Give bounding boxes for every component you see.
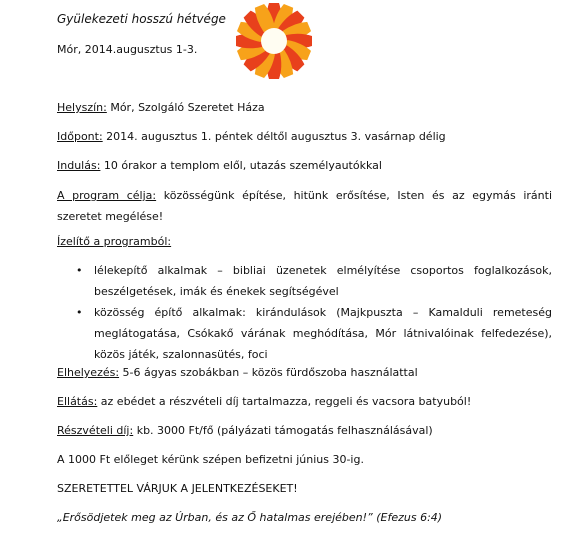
sun-hands-logo bbox=[233, 0, 315, 82]
time-line bbox=[57, 130, 446, 143]
meals-label: Ellátás: bbox=[57, 395, 98, 408]
location-label: Helyszín: bbox=[57, 101, 107, 114]
location-line bbox=[57, 101, 265, 114]
program-heading bbox=[57, 235, 171, 248]
fee-label: Részvételi díj: bbox=[57, 424, 134, 437]
meals-line bbox=[57, 395, 471, 408]
fee-value: kb. 3000 Ft/fő (pályázati támogatás felhasználásával) bbox=[133, 424, 433, 437]
program-list bbox=[57, 260, 552, 365]
closing-line: SZERETETTEL VÁRJUK A JELENTKEZÉSEKET! bbox=[57, 482, 298, 495]
list-item-text: közösség építő alkalmak: kirándulások (Majkpuszta – Kamalduli remeteség meglátogatása, Csókakő várának meghódítása, Mór látnivalóinak felfedezése), közös játék, szalonnasütés, foci bbox=[94, 306, 552, 361]
departure-label: Indulás: bbox=[57, 159, 101, 172]
time-value: 2014. augusztus 1. péntek déltől augusztus 3. vasárnap délig bbox=[102, 130, 446, 143]
departure-value: 10 órakor a templom elől, utazás személyautókkal bbox=[100, 159, 382, 172]
bullet-icon: • bbox=[76, 306, 83, 319]
list-item bbox=[57, 302, 552, 365]
goal-label: A program célja: bbox=[57, 189, 157, 202]
list-item bbox=[57, 260, 552, 302]
program-heading-label: Ízelítő a programból: bbox=[57, 235, 172, 248]
bullet-icon: • bbox=[76, 264, 83, 277]
list-item-text: lélekepítő alkalmak – bibliai üzenetek elmélyítése csoportos foglalkozások, beszélgetések, imák és énekek segítségével bbox=[94, 264, 552, 298]
location-value: Mór, Szolgáló Szeretet Háza bbox=[106, 101, 265, 114]
accommodation-label: Elhelyezés: bbox=[57, 366, 120, 379]
accommodation-value: 5-6 ágyas szobákban – közös fürdőszoba használattal bbox=[119, 366, 418, 379]
departure-line bbox=[57, 159, 382, 172]
deposit-line: A 1000 Ft előleget kérünk szépen befizetni június 30-ig. bbox=[57, 453, 364, 466]
fee-line bbox=[57, 424, 433, 437]
time-label: Időpont: bbox=[57, 130, 103, 143]
goal-paragraph bbox=[57, 185, 552, 227]
accommodation-line bbox=[57, 366, 418, 379]
bible-quote: „Erősödjetek meg az Úrban, és az Ő hatalmas erejében!” (Efezus 6:4) bbox=[57, 511, 443, 524]
goal-value: közösségünk építése, hitünk erősítése, Isten és az egymás iránti szeretet megélése! bbox=[57, 189, 552, 223]
meals-value: az ebédet a részvételi díj tartalmazza, reggeli és vacsora batyuból! bbox=[97, 395, 472, 408]
document-subtitle: Mór, 2014.augusztus 1-3. bbox=[57, 43, 198, 56]
document-title: Gyülekezeti hosszú hétvége bbox=[57, 12, 226, 26]
